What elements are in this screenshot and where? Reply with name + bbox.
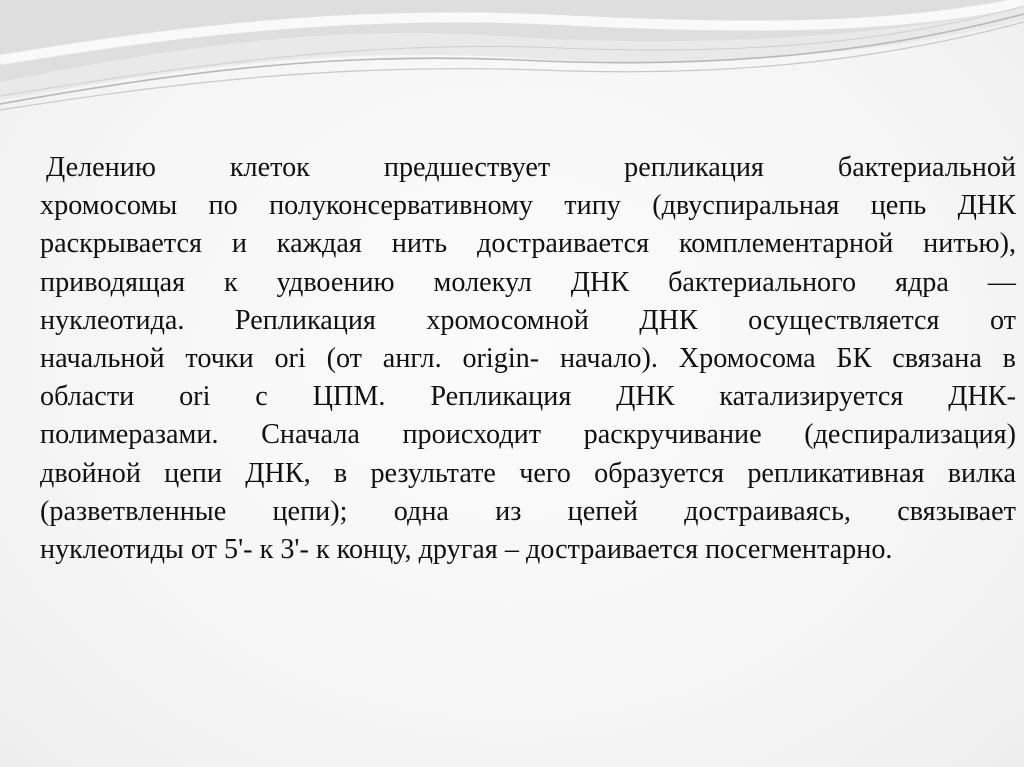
paragraph-line: (разветвленные цепи); одна из цепей достраиваясь, связывает — [40, 495, 1016, 527]
body-paragraph — [40, 149, 1016, 569]
paragraph-line: нуклеотиды от 5'- к 3'- к концу, другая – достраивается посегментарно. — [40, 534, 893, 566]
paragraph-line: раскрывается и каждая нить достраивается комплементарной нитью), — [40, 228, 1016, 260]
paragraph-line: хромосомы по полуконсервативному типу (двуспиральная цепь ДНК — [40, 190, 1016, 222]
paragraph-line: нуклеотида. Репликация хромосомной ДНК осуществляется от — [40, 304, 1016, 336]
wave-decoration — [0, 0, 1024, 130]
paragraph-line: полимеразами. Сначала происходит раскручивание (деспирализация) — [40, 419, 1016, 451]
paragraph-line: Делению клеток предшествует репликация бактериальной — [46, 152, 1016, 183]
paragraph-line: двойной цепи ДНК, в результате чего образуется репликативная вилка — [40, 457, 1016, 489]
paragraph-line: области ori с ЦПМ. Репликация ДНК катализируется ДНК- — [40, 381, 1016, 413]
paragraph-line: начальной точки ori (от англ. origin- начало). Хромосома БК связана в — [40, 343, 1016, 375]
paragraph-line: приводящая к удвоению молекул ДНК бактериального ядра — — [40, 266, 1016, 298]
